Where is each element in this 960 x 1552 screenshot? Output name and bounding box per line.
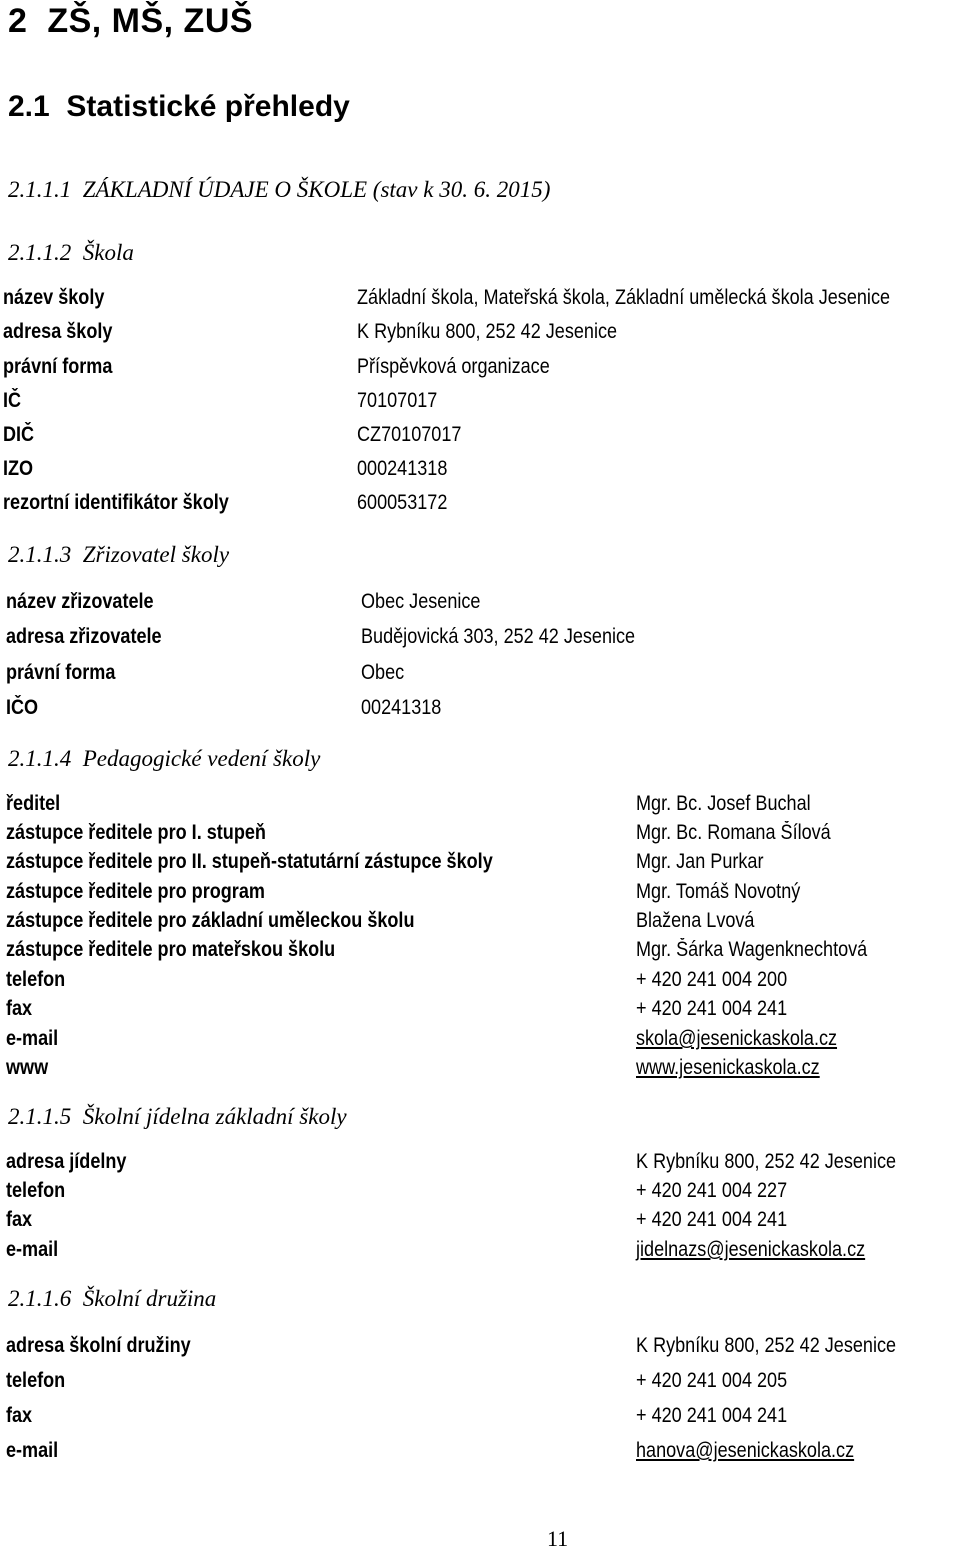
druzina-value: + 420 241 004 241 bbox=[636, 1404, 788, 1427]
zrizovatel-value: Obec bbox=[361, 661, 405, 684]
jidelna-label: telefon bbox=[6, 1179, 66, 1202]
zrizovatel-label: název zřizovatele bbox=[6, 590, 154, 613]
jidelna-value: + 420 241 004 227 bbox=[636, 1179, 788, 1202]
chapter-title: ZŠ, MŠ, ZUŠ bbox=[47, 2, 254, 40]
skola-value: Základní škola, Mateřská škola, Základní umělecká škola Jesenice bbox=[357, 286, 891, 309]
skola-value: 000241318 bbox=[357, 457, 448, 480]
druzina-heading-title: Školní družina bbox=[82, 1286, 217, 1311]
skola-label: název školy bbox=[3, 286, 105, 309]
vedeni-label: www bbox=[6, 1056, 49, 1079]
skola-label: IČ bbox=[3, 389, 22, 412]
vedeni-value: Blažena Lvová bbox=[636, 909, 755, 932]
jidelna-heading-title: Školní jídelna základní školy bbox=[82, 1104, 347, 1129]
email-link[interactable]: jidelnazs@jesenickaskola.cz bbox=[636, 1238, 866, 1261]
vedeni-label: ředitel bbox=[6, 792, 61, 815]
jidelna-label: adresa jídelny bbox=[6, 1150, 127, 1173]
druzina-value: K Rybníku 800, 252 42 Jesenice bbox=[636, 1334, 897, 1357]
email-link[interactable]: skola@jesenickaskola.cz bbox=[636, 1027, 838, 1050]
jidelna-label: fax bbox=[6, 1208, 33, 1231]
skola-heading-title: Škola bbox=[82, 240, 134, 265]
vedeni-label: zástupce ředitele pro program bbox=[6, 880, 265, 903]
vedeni-value: Mgr. Bc. Josef Buchal bbox=[636, 792, 811, 815]
vedeni-label: zástupce ředitele pro II. stupeň-statutární zástupce školy bbox=[6, 850, 493, 873]
skola-label: právní forma bbox=[3, 355, 113, 378]
druzina-heading-number: 2.1.1.6 bbox=[8, 1286, 72, 1311]
subsection-heading bbox=[8, 177, 550, 203]
druzina-label: telefon bbox=[6, 1369, 66, 1392]
section-title: Statistické přehledy bbox=[66, 90, 350, 123]
skola-label: rezortní identifikátor školy bbox=[3, 491, 229, 514]
www-link[interactable]: www.jesenickaskola.cz bbox=[636, 1056, 820, 1079]
page-number: 11 bbox=[547, 1526, 569, 1551]
zrizovatel-label: právní forma bbox=[6, 661, 116, 684]
subsection-title: ZÁKLADNÍ ÚDAJE O ŠKOLE (stav k 30. 6. 2015) bbox=[82, 177, 551, 202]
skola-label: DIČ bbox=[3, 423, 35, 446]
druzina-label: e-mail bbox=[6, 1439, 59, 1462]
jidelna-heading bbox=[8, 1104, 347, 1130]
skola-value: Příspěvková organizace bbox=[357, 355, 550, 378]
vedeni-heading-title: Pedagogické vedení školy bbox=[82, 746, 321, 771]
subsection-number: 2.1.1.1 bbox=[8, 177, 72, 202]
jidelna-label: e-mail bbox=[6, 1238, 59, 1261]
druzina-label: adresa školní družiny bbox=[6, 1334, 191, 1357]
vedeni-label: e-mail bbox=[6, 1027, 59, 1050]
skola-heading bbox=[8, 240, 134, 266]
zrizovatel-value: Budějovická 303, 252 42 Jesenice bbox=[361, 625, 636, 648]
chapter-heading bbox=[8, 2, 253, 41]
zrizovatel-label: adresa zřizovatele bbox=[6, 625, 162, 648]
skola-value: K Rybníku 800, 252 42 Jesenice bbox=[357, 320, 618, 343]
vedeni-value: + 420 241 004 241 bbox=[636, 997, 788, 1020]
zrizovatel-heading-title: Zřizovatel školy bbox=[82, 542, 230, 567]
vedeni-value: Mgr. Tomáš Novotný bbox=[636, 880, 801, 903]
skola-value: CZ70107017 bbox=[357, 423, 462, 446]
skola-label: adresa školy bbox=[3, 320, 113, 343]
email-link[interactable]: hanova@jesenickaskola.cz bbox=[636, 1439, 855, 1462]
chapter-number: 2 bbox=[8, 2, 28, 40]
skola-value: 600053172 bbox=[357, 491, 448, 514]
vedeni-value: Mgr. Šárka Wagenknechtová bbox=[636, 938, 868, 961]
vedeni-value: + 420 241 004 200 bbox=[636, 968, 788, 991]
jidelna-value: + 420 241 004 241 bbox=[636, 1208, 788, 1231]
druzina-heading bbox=[8, 1286, 216, 1312]
vedeni-label: telefon bbox=[6, 968, 66, 991]
skola-label: IZO bbox=[3, 457, 34, 480]
skola-value: 70107017 bbox=[357, 389, 438, 412]
vedeni-label: zástupce ředitele pro I. stupeň bbox=[6, 821, 266, 844]
section-heading bbox=[8, 90, 350, 124]
vedeni-value: Mgr. Jan Purkar bbox=[636, 850, 764, 873]
druzina-value: + 420 241 004 205 bbox=[636, 1369, 788, 1392]
vedeni-label: zástupce ředitele pro mateřskou školu bbox=[6, 938, 336, 961]
vedeni-heading-number: 2.1.1.4 bbox=[8, 746, 72, 771]
zrizovatel-value: Obec Jesenice bbox=[361, 590, 481, 613]
zrizovatel-label: IČO bbox=[6, 696, 39, 719]
vedeni-heading bbox=[8, 746, 320, 772]
vedeni-label: fax bbox=[6, 997, 33, 1020]
jidelna-value: K Rybníku 800, 252 42 Jesenice bbox=[636, 1150, 897, 1173]
zrizovatel-value: 00241318 bbox=[361, 696, 442, 719]
druzina-label: fax bbox=[6, 1404, 33, 1427]
vedeni-value: Mgr. Bc. Romana Šílová bbox=[636, 821, 831, 844]
skola-heading-number: 2.1.1.2 bbox=[8, 240, 72, 265]
zrizovatel-heading-number: 2.1.1.3 bbox=[8, 542, 72, 567]
vedeni-label: zástupce ředitele pro základní uměleckou školu bbox=[6, 909, 415, 932]
zrizovatel-heading bbox=[8, 542, 229, 568]
section-number: 2.1 bbox=[8, 90, 50, 123]
jidelna-heading-number: 2.1.1.5 bbox=[8, 1104, 72, 1129]
